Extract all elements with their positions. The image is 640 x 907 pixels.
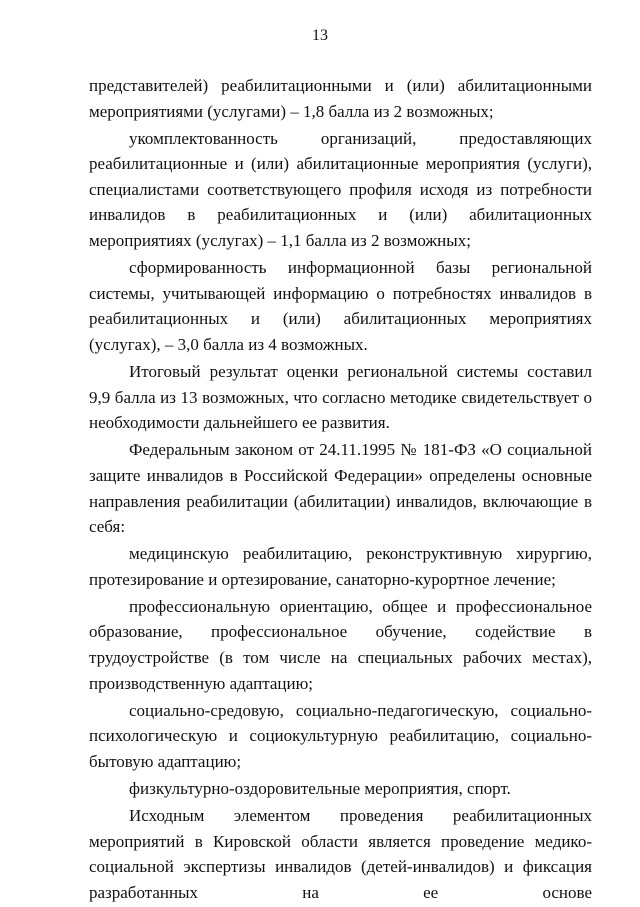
paragraph-staffing: укомплектованность организаций, предоставляющих реабилитационные и (или) абилитационные мероприятия (услуги), специалистами соответствующего профиля исходя из потребности инвалидов в реабилитационных и (или) абилитационных мероприятиях (услугах) – 1,1 балла из 2 возможных; xyxy=(89,128,592,251)
list-item-professional: профессиональную ориентацию, общее и профессиональное образование, профессиональное обучение, содействие в трудоустройстве (в том числе на специальных рабочих местах), производственную адаптацию; xyxy=(89,596,592,693)
list-item-medical: медицинскую реабилитацию, реконструктивную хирургию, протезирование и ортезирование, санаторно-курортное лечение; xyxy=(89,544,592,589)
paragraph-initial-element: Исходным элементом проведения реабилитационных мероприятий в Кировской области является проведение медико-социальной экспертизы инвалидов (детей-инвалидов) и фиксация разработанных на ее основе xyxy=(89,806,592,902)
list-item-sport: физкультурно-оздоровительные мероприятия, спорт. xyxy=(129,779,511,799)
paragraph-total-result: Итоговый результат оценки региональной системы составил 9,9 балла из 13 возможных, что согласно методике свидетельствует о необходимости дальнейшего ее развития. xyxy=(89,362,592,433)
page-number: 13 xyxy=(312,27,328,44)
paragraph-federal-law: Федеральным законом от 24.11.1995 № 181-ФЗ «О социальной защите инвалидов в Российской Федерации» определены основные направления реабилитации (абилитации) инвалидов, включающие в себя: xyxy=(89,440,592,537)
list-item-social: социально-средовую, социально-педагогическую, социально-психологическую и социокультурную реабилитацию, социально-бытовую адаптацию; xyxy=(89,700,592,771)
paragraph-information-base: сформированность информационной базы региональной системы, учитывающей информацию о потребностях инвалидов в реабилитационных и (или) абилитационных мероприятиях (услугах), – 3,0 балла из 4 возможных. xyxy=(89,258,592,354)
paragraph-continuation: представителей) реабилитационными и (или) абилитационными мероприятиями (услугами) – 1,8 балла из 2 возможных; xyxy=(89,76,592,121)
document-body xyxy=(89,73,592,907)
